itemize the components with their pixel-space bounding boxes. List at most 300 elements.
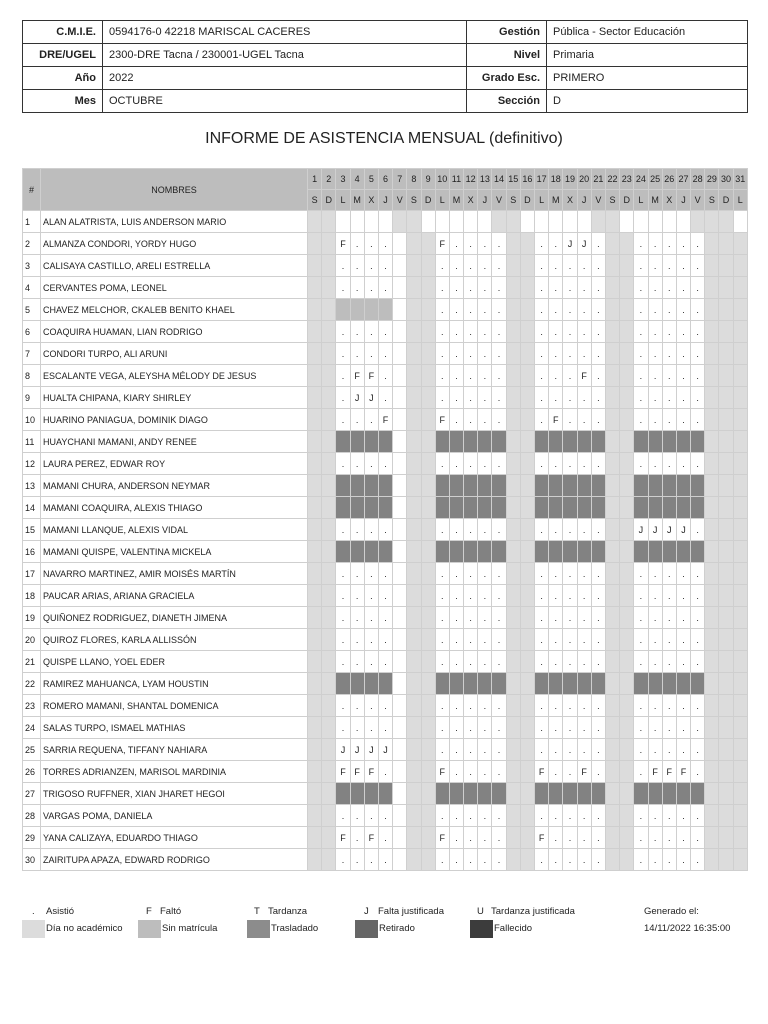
attendance-cell: . bbox=[691, 387, 705, 409]
attendance-cell: . bbox=[648, 651, 662, 673]
attendance-cell: . bbox=[535, 739, 549, 761]
attendance-cell bbox=[364, 475, 378, 497]
attendance-cell bbox=[378, 497, 392, 519]
attendance-cell bbox=[407, 211, 421, 233]
legend-symbol: F bbox=[146, 906, 152, 917]
attendance-cell bbox=[719, 607, 733, 629]
attendance-cell bbox=[407, 827, 421, 849]
attendance-cell bbox=[308, 783, 322, 805]
student-row bbox=[23, 541, 748, 563]
attendance-cell: . bbox=[662, 563, 676, 585]
attendance-cell bbox=[520, 409, 534, 431]
attendance-cell bbox=[705, 717, 719, 739]
attendance-cell: . bbox=[563, 453, 577, 475]
day-number: 16 bbox=[520, 169, 534, 190]
attendance-cell: . bbox=[648, 453, 662, 475]
attendance-cell: . bbox=[634, 233, 648, 255]
attendance-cell bbox=[322, 475, 336, 497]
attendance-cell bbox=[577, 673, 591, 695]
attendance-cell bbox=[421, 431, 435, 453]
attendance-cell bbox=[407, 673, 421, 695]
student-number: 25 bbox=[23, 739, 41, 761]
header-value: Pública - Sector Educación bbox=[547, 21, 748, 44]
header-label: C.M.I.E. bbox=[23, 21, 103, 44]
attendance-cell bbox=[719, 849, 733, 871]
weekday-letter: D bbox=[520, 190, 534, 211]
attendance-cell bbox=[705, 387, 719, 409]
attendance-cell: . bbox=[634, 739, 648, 761]
attendance-cell: . bbox=[648, 409, 662, 431]
attendance-cell bbox=[407, 255, 421, 277]
attendance-cell: . bbox=[591, 607, 605, 629]
attendance-cell: . bbox=[591, 387, 605, 409]
attendance-cell: . bbox=[691, 717, 705, 739]
student-number: 3 bbox=[23, 255, 41, 277]
attendance-cell bbox=[520, 761, 534, 783]
attendance-cell bbox=[322, 761, 336, 783]
attendance-cell bbox=[563, 211, 577, 233]
attendance-cell: . bbox=[676, 827, 690, 849]
attendance-cell bbox=[308, 541, 322, 563]
attendance-cell: . bbox=[378, 585, 392, 607]
attendance-cell bbox=[591, 783, 605, 805]
attendance-cell bbox=[322, 629, 336, 651]
attendance-cell bbox=[605, 497, 619, 519]
attendance-cell bbox=[421, 409, 435, 431]
attendance-cell: . bbox=[336, 321, 350, 343]
day-number: 5 bbox=[364, 169, 378, 190]
student-number: 27 bbox=[23, 783, 41, 805]
attendance-cell bbox=[393, 475, 407, 497]
attendance-cell: . bbox=[648, 255, 662, 277]
attendance-cell bbox=[506, 761, 520, 783]
attendance-cell: F bbox=[435, 409, 449, 431]
attendance-cell bbox=[506, 255, 520, 277]
attendance-cell: . bbox=[435, 629, 449, 651]
student-name: CERVANTES POMA, LEONEL bbox=[41, 277, 308, 299]
attendance-cell: . bbox=[350, 607, 364, 629]
attendance-cell: . bbox=[535, 343, 549, 365]
attendance-cell bbox=[520, 563, 534, 585]
attendance-cell bbox=[620, 343, 634, 365]
attendance-cell bbox=[364, 497, 378, 519]
attendance-cell bbox=[719, 409, 733, 431]
attendance-cell bbox=[705, 321, 719, 343]
student-number: 22 bbox=[23, 673, 41, 695]
attendance-cell: . bbox=[478, 585, 492, 607]
weekday-letter: L bbox=[634, 190, 648, 211]
attendance-cell bbox=[506, 541, 520, 563]
attendance-cell: . bbox=[449, 607, 463, 629]
attendance-cell: . bbox=[478, 365, 492, 387]
attendance-cell: . bbox=[350, 849, 364, 871]
attendance-cell bbox=[322, 497, 336, 519]
attendance-cell bbox=[478, 497, 492, 519]
attendance-cell: . bbox=[662, 255, 676, 277]
attendance-cell bbox=[591, 673, 605, 695]
attendance-cell bbox=[322, 299, 336, 321]
attendance-cell bbox=[620, 453, 634, 475]
attendance-cell: . bbox=[535, 299, 549, 321]
attendance-cell bbox=[535, 211, 549, 233]
attendance-cell bbox=[393, 211, 407, 233]
student-name: CALISAYA CASTILLO, ARELI ESTRELLA bbox=[41, 255, 308, 277]
attendance-cell: . bbox=[478, 519, 492, 541]
student-number: 30 bbox=[23, 849, 41, 871]
attendance-cell bbox=[691, 783, 705, 805]
attendance-cell: . bbox=[676, 739, 690, 761]
attendance-cell bbox=[308, 717, 322, 739]
attendance-cell: . bbox=[435, 805, 449, 827]
attendance-cell bbox=[506, 453, 520, 475]
attendance-cell: . bbox=[577, 739, 591, 761]
attendance-cell: . bbox=[378, 827, 392, 849]
attendance-cell: . bbox=[591, 321, 605, 343]
attendance-cell: . bbox=[691, 563, 705, 585]
attendance-cell: . bbox=[648, 563, 662, 585]
attendance-cell: . bbox=[336, 695, 350, 717]
attendance-cell bbox=[591, 475, 605, 497]
attendance-cell: . bbox=[662, 805, 676, 827]
student-row bbox=[23, 585, 748, 607]
attendance-cell bbox=[563, 541, 577, 563]
attendance-cell bbox=[535, 783, 549, 805]
attendance-cell bbox=[407, 387, 421, 409]
day-number: 7 bbox=[393, 169, 407, 190]
day-number: 31 bbox=[733, 169, 747, 190]
attendance-cell bbox=[691, 541, 705, 563]
attendance-cell: . bbox=[648, 805, 662, 827]
attendance-cell: . bbox=[535, 277, 549, 299]
attendance-cell bbox=[691, 673, 705, 695]
attendance-cell: . bbox=[676, 607, 690, 629]
attendance-cell bbox=[506, 365, 520, 387]
attendance-cell bbox=[393, 849, 407, 871]
weekday-letter: M bbox=[350, 190, 364, 211]
attendance-cell: . bbox=[336, 629, 350, 651]
weekday-letter: D bbox=[719, 190, 733, 211]
attendance-cell: . bbox=[535, 453, 549, 475]
day-number: 9 bbox=[421, 169, 435, 190]
attendance-cell: . bbox=[577, 563, 591, 585]
attendance-cell bbox=[605, 629, 619, 651]
attendance-cell bbox=[449, 497, 463, 519]
weekday-letter: J bbox=[378, 190, 392, 211]
attendance-cell bbox=[733, 233, 747, 255]
student-row bbox=[23, 343, 748, 365]
attendance-cell bbox=[421, 211, 435, 233]
report-title: INFORME DE ASISTENCIA MENSUAL (definitivo) bbox=[205, 130, 563, 147]
legend-symbol: U bbox=[477, 906, 484, 917]
attendance-cell bbox=[407, 541, 421, 563]
attendance-cell bbox=[676, 541, 690, 563]
attendance-cell bbox=[591, 431, 605, 453]
attendance-cell: . bbox=[364, 277, 378, 299]
attendance-cell bbox=[336, 673, 350, 695]
attendance-cell: . bbox=[676, 321, 690, 343]
attendance-cell: . bbox=[591, 651, 605, 673]
student-row bbox=[23, 805, 748, 827]
attendance-cell bbox=[634, 211, 648, 233]
attendance-cell: . bbox=[591, 343, 605, 365]
attendance-cell bbox=[520, 431, 534, 453]
attendance-cell: . bbox=[350, 629, 364, 651]
attendance-cell bbox=[563, 497, 577, 519]
attendance-cell: . bbox=[691, 629, 705, 651]
attendance-cell: . bbox=[549, 255, 563, 277]
attendance-cell bbox=[449, 783, 463, 805]
attendance-cell bbox=[435, 541, 449, 563]
attendance-cell: . bbox=[464, 365, 478, 387]
student-name: CONDORI TURPO, ALI ARUNI bbox=[41, 343, 308, 365]
day-number: 30 bbox=[719, 169, 733, 190]
attendance-cell bbox=[506, 783, 520, 805]
attendance-cell bbox=[421, 365, 435, 387]
attendance-cell bbox=[506, 585, 520, 607]
attendance-cell: F bbox=[336, 761, 350, 783]
attendance-cell bbox=[350, 497, 364, 519]
attendance-cell bbox=[393, 585, 407, 607]
attendance-cell: . bbox=[662, 629, 676, 651]
attendance-cell bbox=[719, 673, 733, 695]
attendance-cell: . bbox=[634, 827, 648, 849]
attendance-cell: . bbox=[350, 695, 364, 717]
attendance-cell bbox=[577, 541, 591, 563]
attendance-cell: . bbox=[449, 519, 463, 541]
day-number: 22 bbox=[605, 169, 619, 190]
attendance-cell bbox=[393, 717, 407, 739]
day-number: 24 bbox=[634, 169, 648, 190]
attendance-cell: . bbox=[364, 607, 378, 629]
attendance-cell bbox=[393, 827, 407, 849]
attendance-cell: . bbox=[591, 563, 605, 585]
attendance-cell bbox=[421, 475, 435, 497]
attendance-cell: . bbox=[492, 365, 506, 387]
attendance-cell bbox=[719, 475, 733, 497]
attendance-cell bbox=[421, 783, 435, 805]
attendance-cell bbox=[435, 783, 449, 805]
attendance-cell bbox=[733, 387, 747, 409]
attendance-cell: . bbox=[648, 739, 662, 761]
day-number: 17 bbox=[535, 169, 549, 190]
attendance-cell: . bbox=[478, 651, 492, 673]
attendance-cell bbox=[393, 255, 407, 277]
student-name: SALAS TURPO, ISMAEL MATHIAS bbox=[41, 717, 308, 739]
day-number: 23 bbox=[620, 169, 634, 190]
attendance-cell: . bbox=[449, 387, 463, 409]
student-row bbox=[23, 365, 748, 387]
attendance-cell bbox=[605, 387, 619, 409]
attendance-cell bbox=[407, 585, 421, 607]
attendance-cell: . bbox=[648, 343, 662, 365]
attendance-cell bbox=[605, 299, 619, 321]
attendance-cell bbox=[308, 695, 322, 717]
attendance-cell bbox=[407, 453, 421, 475]
header-label: Nivel bbox=[467, 44, 547, 67]
student-number: 8 bbox=[23, 365, 41, 387]
attendance-cell: . bbox=[378, 607, 392, 629]
student-row bbox=[23, 563, 748, 585]
attendance-cell: . bbox=[634, 453, 648, 475]
attendance-cell: F bbox=[364, 827, 378, 849]
attendance-cell bbox=[662, 497, 676, 519]
attendance-cell: J bbox=[378, 739, 392, 761]
attendance-cell: . bbox=[492, 849, 506, 871]
attendance-cell bbox=[336, 431, 350, 453]
student-name: MAMANI CHURA, ANDERSON NEYMAR bbox=[41, 475, 308, 497]
attendance-cell bbox=[577, 211, 591, 233]
attendance-cell bbox=[648, 673, 662, 695]
attendance-cell: . bbox=[435, 387, 449, 409]
attendance-cell bbox=[308, 761, 322, 783]
attendance-cell: . bbox=[577, 585, 591, 607]
legend-text: Trasladado bbox=[271, 923, 319, 934]
attendance-cell: . bbox=[577, 299, 591, 321]
attendance-cell: . bbox=[364, 717, 378, 739]
attendance-cell bbox=[421, 541, 435, 563]
attendance-cell: . bbox=[435, 585, 449, 607]
attendance-cell bbox=[336, 541, 350, 563]
attendance-cell bbox=[733, 849, 747, 871]
attendance-cell bbox=[407, 717, 421, 739]
attendance-cell: . bbox=[662, 321, 676, 343]
attendance-cell bbox=[520, 805, 534, 827]
attendance-cell: . bbox=[691, 233, 705, 255]
attendance-cell: . bbox=[464, 299, 478, 321]
attendance-cell bbox=[605, 717, 619, 739]
attendance-cell: F bbox=[435, 761, 449, 783]
attendance-cell: . bbox=[648, 365, 662, 387]
student-row bbox=[23, 629, 748, 651]
weekday-letter: S bbox=[308, 190, 322, 211]
attendance-cell: . bbox=[549, 453, 563, 475]
day-number: 21 bbox=[591, 169, 605, 190]
attendance-cell bbox=[620, 673, 634, 695]
attendance-cell bbox=[308, 453, 322, 475]
attendance-cell bbox=[605, 343, 619, 365]
attendance-cell bbox=[549, 475, 563, 497]
attendance-cell bbox=[719, 651, 733, 673]
attendance-cell: . bbox=[591, 255, 605, 277]
attendance-cell bbox=[605, 695, 619, 717]
attendance-cell bbox=[393, 365, 407, 387]
attendance-cell bbox=[322, 673, 336, 695]
weekday-letter: L bbox=[435, 190, 449, 211]
attendance-cell bbox=[605, 453, 619, 475]
student-number: 10 bbox=[23, 409, 41, 431]
attendance-cell bbox=[322, 607, 336, 629]
attendance-cell: . bbox=[478, 409, 492, 431]
student-row bbox=[23, 387, 748, 409]
attendance-cell bbox=[506, 695, 520, 717]
attendance-cell: . bbox=[535, 607, 549, 629]
attendance-cell bbox=[605, 761, 619, 783]
attendance-cell bbox=[733, 563, 747, 585]
student-name: NAVARRO MARTINEZ, AMIR MOISÉS MARTÍN bbox=[41, 563, 308, 585]
weekday-letter: X bbox=[662, 190, 676, 211]
header-info-table bbox=[22, 20, 748, 113]
attendance-cell bbox=[520, 651, 534, 673]
attendance-cell bbox=[520, 739, 534, 761]
attendance-cell: . bbox=[478, 343, 492, 365]
attendance-cell: . bbox=[563, 519, 577, 541]
attendance-cell: . bbox=[378, 453, 392, 475]
attendance-cell: . bbox=[464, 255, 478, 277]
attendance-cell: . bbox=[591, 761, 605, 783]
attendance-cell bbox=[464, 211, 478, 233]
attendance-cell: . bbox=[591, 739, 605, 761]
header-row bbox=[23, 90, 748, 113]
student-number: 15 bbox=[23, 519, 41, 541]
day-number: 4 bbox=[350, 169, 364, 190]
attendance-cell: . bbox=[435, 277, 449, 299]
attendance-cell: . bbox=[350, 321, 364, 343]
attendance-cell: . bbox=[563, 321, 577, 343]
student-row bbox=[23, 277, 748, 299]
attendance-cell: . bbox=[577, 277, 591, 299]
attendance-cell: . bbox=[435, 563, 449, 585]
attendance-cell: . bbox=[691, 277, 705, 299]
attendance-cell: . bbox=[577, 695, 591, 717]
attendance-cell: . bbox=[549, 299, 563, 321]
attendance-cell: . bbox=[676, 563, 690, 585]
attendance-cell bbox=[308, 805, 322, 827]
attendance-cell: . bbox=[478, 453, 492, 475]
attendance-cell bbox=[705, 541, 719, 563]
attendance-cell: . bbox=[634, 585, 648, 607]
attendance-cell: . bbox=[691, 607, 705, 629]
attendance-cell: . bbox=[435, 453, 449, 475]
attendance-cell bbox=[421, 651, 435, 673]
attendance-cell bbox=[620, 651, 634, 673]
attendance-cell: . bbox=[449, 299, 463, 321]
attendance-cell: . bbox=[648, 695, 662, 717]
attendance-cell bbox=[648, 475, 662, 497]
attendance-cell: . bbox=[577, 409, 591, 431]
attendance-cell bbox=[535, 431, 549, 453]
attendance-cell: . bbox=[563, 387, 577, 409]
attendance-cell bbox=[549, 673, 563, 695]
attendance-cell: . bbox=[634, 607, 648, 629]
attendance-cell bbox=[421, 761, 435, 783]
attendance-cell bbox=[407, 277, 421, 299]
student-row bbox=[23, 453, 748, 475]
student-row bbox=[23, 673, 748, 695]
attendance-cell bbox=[733, 739, 747, 761]
attendance-cell bbox=[322, 827, 336, 849]
attendance-cell bbox=[407, 519, 421, 541]
attendance-cell: . bbox=[634, 321, 648, 343]
attendance-cell bbox=[407, 695, 421, 717]
attendance-cell bbox=[648, 497, 662, 519]
attendance-cell bbox=[364, 211, 378, 233]
attendance-cell: . bbox=[549, 321, 563, 343]
attendance-cell: . bbox=[535, 805, 549, 827]
attendance-cell: . bbox=[591, 827, 605, 849]
attendance-cell: . bbox=[591, 453, 605, 475]
student-row bbox=[23, 519, 748, 541]
attendance-cell: . bbox=[336, 651, 350, 673]
attendance-cell: . bbox=[648, 299, 662, 321]
attendance-cell bbox=[393, 519, 407, 541]
attendance-cell bbox=[378, 673, 392, 695]
attendance-cell: . bbox=[662, 827, 676, 849]
attendance-cell bbox=[520, 827, 534, 849]
attendance-cell: . bbox=[464, 563, 478, 585]
attendance-cell bbox=[719, 827, 733, 849]
attendance-cell: . bbox=[591, 585, 605, 607]
attendance-cell bbox=[393, 563, 407, 585]
